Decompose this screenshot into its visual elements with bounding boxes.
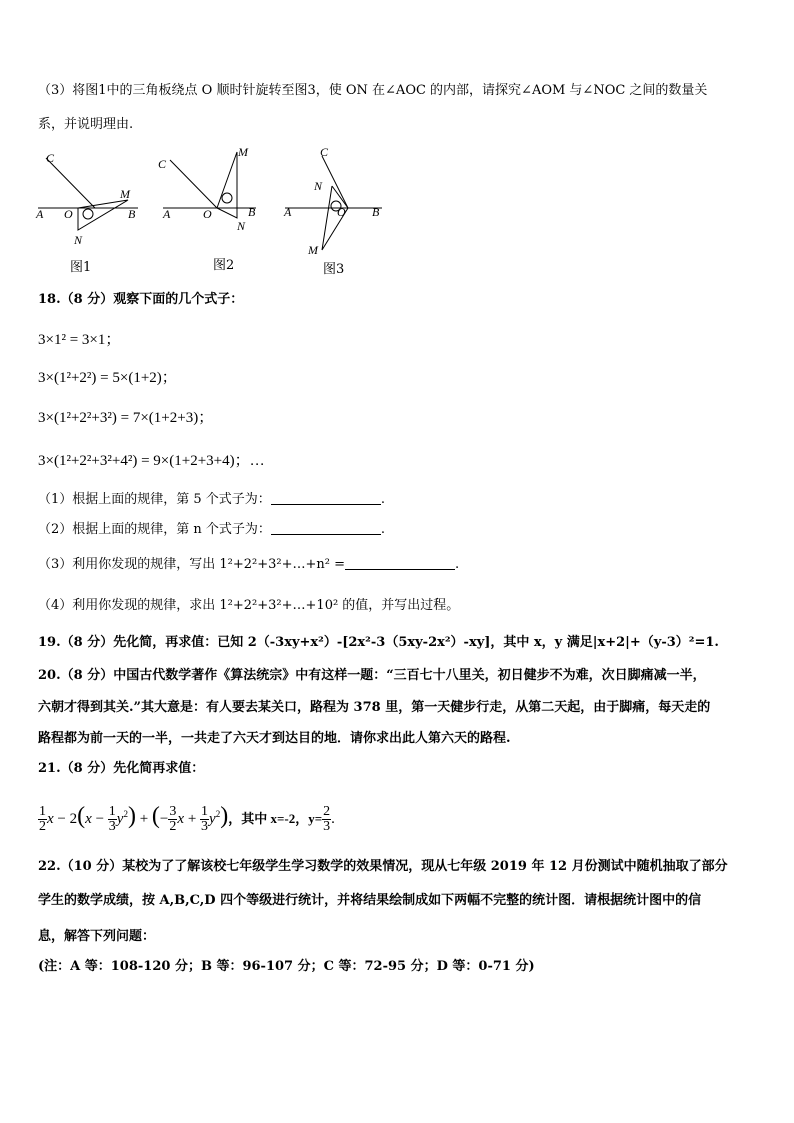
fig1-caption: 图1 <box>70 260 92 275</box>
fig2-caption: 图2 <box>213 258 235 273</box>
fig3-caption: 图3 <box>323 262 345 277</box>
q18-part2: （2）根据上面的规律，第 n 个式子为： . <box>38 522 386 537</box>
q18-part4: （4）利用你发现的规律，求出 1²+2²+3²+…+10² 的值，并写出过程。 <box>38 598 460 613</box>
fig3-label-b: B <box>372 205 380 219</box>
q18-part2-text: （2）根据上面的规律，第 n 个式子为： <box>38 522 271 537</box>
q18-part1: （1）根据上面的规律，第 5 个式子为： . <box>38 492 385 507</box>
q22-line1: 22.（10 分）某校为了了解该校七年级学生学习数学的效果情况，现从七年级 2019 年 12 月份测试中随机抽取了部分 <box>38 859 728 874</box>
fig1-label-c: C <box>46 151 55 165</box>
q17-figures <box>30 148 410 278</box>
q18-part2-blank <box>271 522 381 535</box>
q18-part3-blank <box>345 557 455 570</box>
q17-part3-line2: 系，并说明理由. <box>38 117 134 132</box>
q18-eq3: 3×(1²+2²+3²) = 7×(1+2+3)； <box>38 410 214 426</box>
q22-line2: 学生的数学成绩，按 A,B,C,D 四个等级进行统计，并将结果绘制成如下两幅不完整的统计图．请根据统计图中的信 <box>38 893 702 908</box>
q21-expression: $\frac{1}{2}$ x − 2(x − $\frac{1}{3}$ $y^2$) + (− $\frac{3}{2}$ x + $\frac{1}{3}$ $y^2$)，其中 x=-2，y= $\frac{2}{3}$ . <box>39 803 335 835</box>
fig2-label-c: C <box>158 157 167 171</box>
fig2-label-n: N <box>237 219 246 233</box>
q22-note: (注：A 等：108-120 分；B 等：96-107 分；C 等：72-95 分；D 等：0-71 分) <box>38 959 535 974</box>
fig2-label-a: A <box>163 207 171 221</box>
fig3-label-o: O <box>337 205 346 219</box>
fig1-label-m: M <box>120 187 130 201</box>
fig2-label-o: O <box>203 207 212 221</box>
q18-part1-blank <box>271 492 381 505</box>
q21-condition: ，其中 x=-2，y= <box>228 811 323 826</box>
q21-header: 21.（8 分）先化简再求值： <box>38 761 205 776</box>
q18-eq4: 3×(1²+2²+3²+4²) = 9×(1+2+3+4)；… <box>38 453 265 469</box>
q20-line1: 20.（8 分）中国古代数学著作《算法统宗》中有这样一题：“三百七十八里关，初日健步不为难，次日脚痛减一半， <box>38 668 706 683</box>
fig1-label-b: B <box>128 207 136 221</box>
fig2-label-m: M <box>238 148 248 159</box>
q18-header: 18.（8 分）观察下面的几个式子： <box>38 292 244 307</box>
q18-eq2: 3×(1²+2²) = 5×(1+2)； <box>38 370 177 386</box>
q18-part1-text: （1）根据上面的规律，第 5 个式子为： <box>38 492 271 507</box>
q18-part3: （3）利用你发现的规律，写出 1²+2²+3²+…+n² = . <box>38 557 460 572</box>
fig1-label-o: O <box>64 207 73 221</box>
fig3-label-m: M <box>308 243 318 257</box>
fig1-label-a: A <box>36 207 44 221</box>
fig1-label-n: N <box>74 233 83 247</box>
q18-eq1: 3×1² = 3×1； <box>38 332 121 348</box>
q22-line3: 息，解答下列问题： <box>38 929 156 944</box>
fig3-label-a: A <box>284 205 292 219</box>
q18-part3-text: （3）利用你发现的规律，写出 1²+2²+3²+…+n² = <box>38 557 346 572</box>
q19-text: 19.（8 分）先化简，再求值：已知 2（-3xy+x²）-[2x²-3（5xy-2x²）-xy]，其中 x，y 满足|x+2|+（y-3）²=1. <box>38 635 719 650</box>
fig3-label-n: N <box>314 179 323 193</box>
q17-part3-line1: （3）将图1中的三角板绕点 O 顺时针旋转至图3，使 ON 在∠AOC 的内部，请探究∠AOM 与∠NOC 之间的数量关 <box>38 83 708 98</box>
q20-line3: 路程都为前一天的一半，一共走了六天才到达目的地．请你求出此人第六天的路程. <box>38 731 511 746</box>
q20-line2: 六朝才得到其关.”其大意是：有人要去某关口，路程为 378 里，第一天健步行走，从第二天起，由于脚痛，每天走的 <box>38 700 711 715</box>
fig3-label-c: C <box>320 148 329 159</box>
fig2-label-b: B <box>248 205 256 219</box>
